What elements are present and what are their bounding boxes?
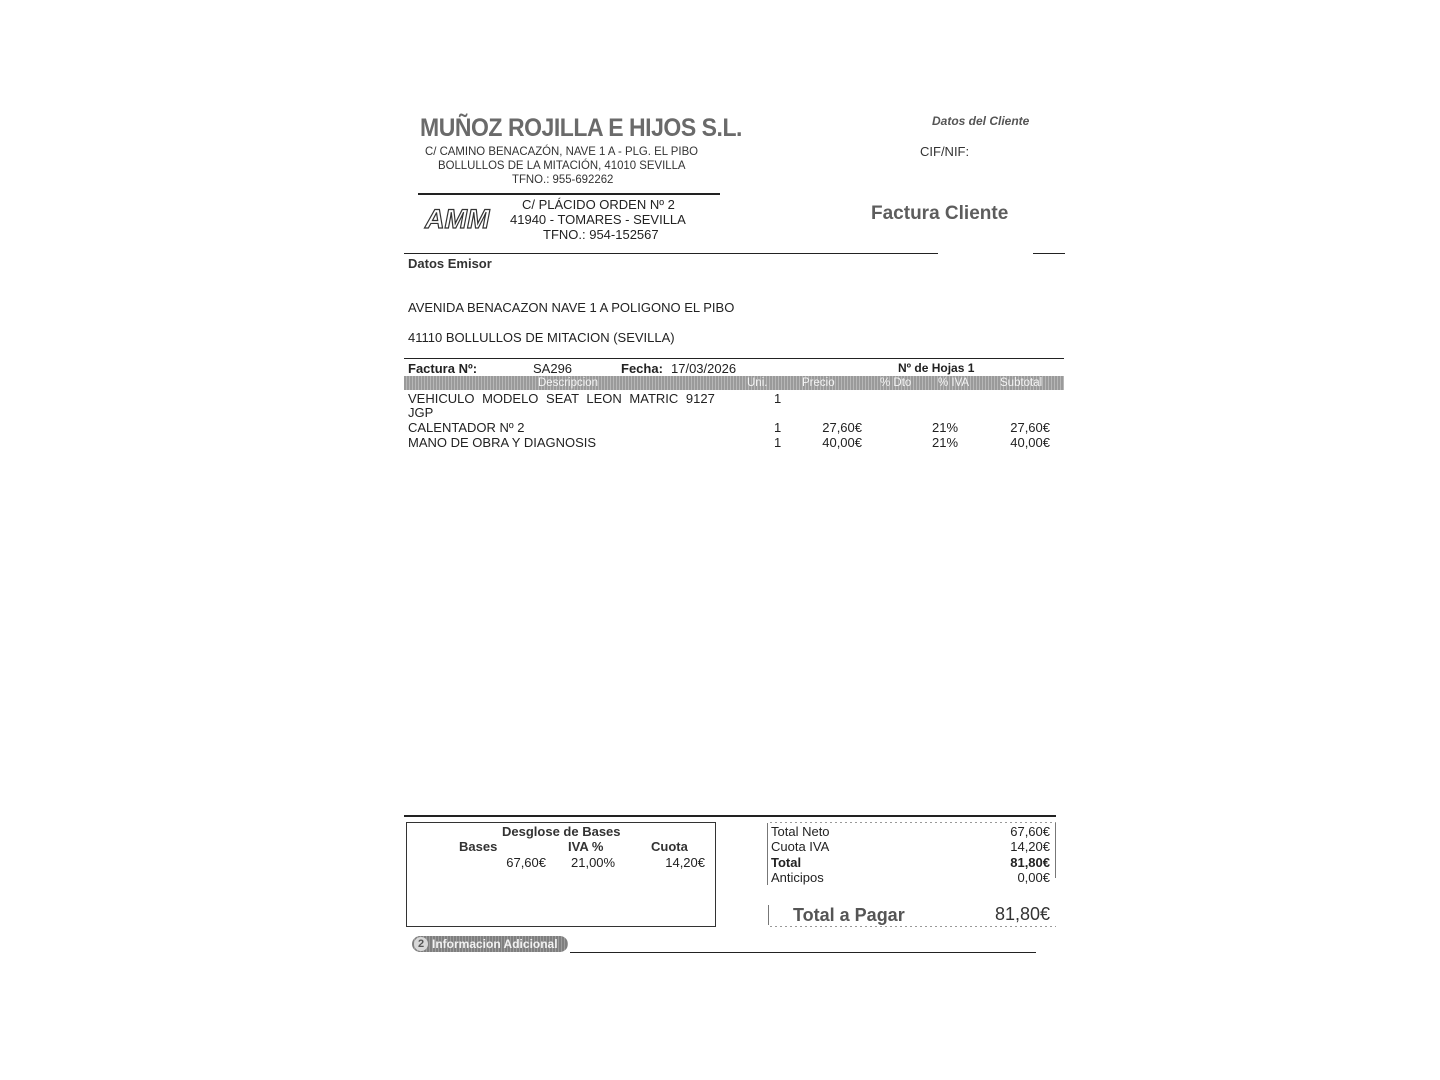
invoice-date-label: Fecha:	[621, 361, 663, 376]
total-to-pay-value: 81,80€	[994, 904, 1050, 924]
col-vat: % IVA	[938, 377, 970, 389]
vat-quota-value: 14,20€	[1010, 839, 1050, 854]
client-cif-label: CIF/NIF:	[920, 144, 970, 159]
emisor-city: 41110 BOLLULLOS DE MITACION (SEVILLA)	[408, 330, 675, 345]
invoice-date: 17/03/2026	[671, 361, 737, 376]
line-2-price: 27,60€	[822, 420, 862, 435]
breakdown-vat-header: IVA %	[568, 839, 604, 854]
document-title: Factura Cliente	[871, 203, 1009, 224]
breakdown-bases-value: 67,60€	[506, 855, 546, 870]
line-3-units: 1	[774, 435, 782, 450]
invoice-number: SA296	[533, 361, 573, 376]
footer-divider	[404, 815, 1056, 817]
additional-info-divider	[570, 952, 1036, 953]
branch-logo-text: AMM	[425, 204, 490, 233]
branch-city: 41940 - TOMARES - SEVILLA	[510, 212, 686, 227]
pay-left-border	[768, 905, 769, 925]
header-divider	[404, 253, 938, 254]
total-net-value: 67,60€	[1010, 824, 1050, 839]
line-3-description: MANO DE OBRA Y DIAGNOSIS	[408, 435, 597, 450]
line-3-vat: 21%	[932, 435, 959, 450]
branch-street: C/ PLÁCIDO ORDEN Nº 2	[522, 197, 675, 212]
col-subtotal: Subtotal	[1000, 377, 1043, 389]
total-label: Total	[771, 855, 802, 870]
line-3-price: 40,00€	[822, 435, 862, 450]
breakdown-vat-value: 21,00%	[571, 855, 616, 870]
totals-right-border	[1055, 823, 1056, 878]
advance-label: Anticipos	[771, 870, 824, 885]
line-1-description: VEHICULO MODELO SEAT LEON MATRIC 9127	[408, 391, 715, 406]
branch-phone: TFNO.: 954-152567	[543, 227, 659, 242]
additional-info-label: Informacion Adicional	[432, 937, 558, 951]
breakdown-quota-value: 14,20€	[665, 855, 705, 870]
total-value: 81,80€	[1010, 855, 1050, 870]
invoice-number-label: Factura Nº:	[408, 361, 478, 376]
invoice-sheets: Nº de Hojas 1	[898, 361, 975, 375]
issuer-phone: TFNO.: 955-692262	[512, 172, 614, 186]
emisor-address: AVENIDA BENACAZON NAVE 1 A POLIGONO EL PIBO	[408, 300, 735, 315]
breakdown-bases-header: Bases	[459, 839, 498, 854]
line-2-description: CALENTADOR Nº 2	[408, 420, 525, 435]
client-title: Datos del Cliente	[932, 114, 1030, 128]
totals-left-border	[767, 823, 768, 885]
breakdown-quota-header: Cuota	[651, 839, 688, 854]
col-units: Uni.	[747, 377, 768, 389]
line-2-subtotal: 27,60€	[1010, 420, 1050, 435]
branch-logo	[423, 203, 499, 233]
header-divider-right	[1033, 253, 1065, 254]
line-3-subtotal: 40,00€	[1010, 435, 1050, 450]
advance-value: 0,00€	[1017, 870, 1050, 885]
issuer-divider	[418, 193, 720, 195]
line-1-description-cont: JGP	[408, 405, 434, 420]
additional-info-number: 2	[414, 937, 428, 951]
line-2-vat: 21%	[932, 420, 959, 435]
col-discount: % Dto	[880, 377, 912, 389]
issuer-address-1: C/ CAMINO BENACAZÓN, NAVE 1 A - PLG. EL PIBO	[425, 144, 699, 158]
line-1-units: 1	[774, 391, 782, 406]
line-2-units: 1	[774, 420, 782, 435]
issuer-name: MUÑOZ ROJILLA E HIJOS S.L.	[420, 114, 742, 142]
issuer-address-2: BOLLULLOS DE LA MITACIÓN, 41010 SEVILLA	[438, 158, 686, 172]
col-price: Precio	[802, 377, 835, 389]
total-net-label: Total Neto	[771, 824, 830, 839]
meta-divider	[404, 358, 1064, 359]
total-to-pay-label: Total a Pagar	[793, 905, 905, 925]
emisor-label: Datos Emisor	[408, 256, 492, 271]
pay-bottom-border	[770, 926, 1056, 927]
col-description: Descripcion	[538, 377, 599, 389]
breakdown-title: Desglose de Bases	[502, 824, 621, 839]
vat-quota-label: Cuota IVA	[771, 839, 830, 854]
totals-top-border	[770, 822, 1056, 823]
